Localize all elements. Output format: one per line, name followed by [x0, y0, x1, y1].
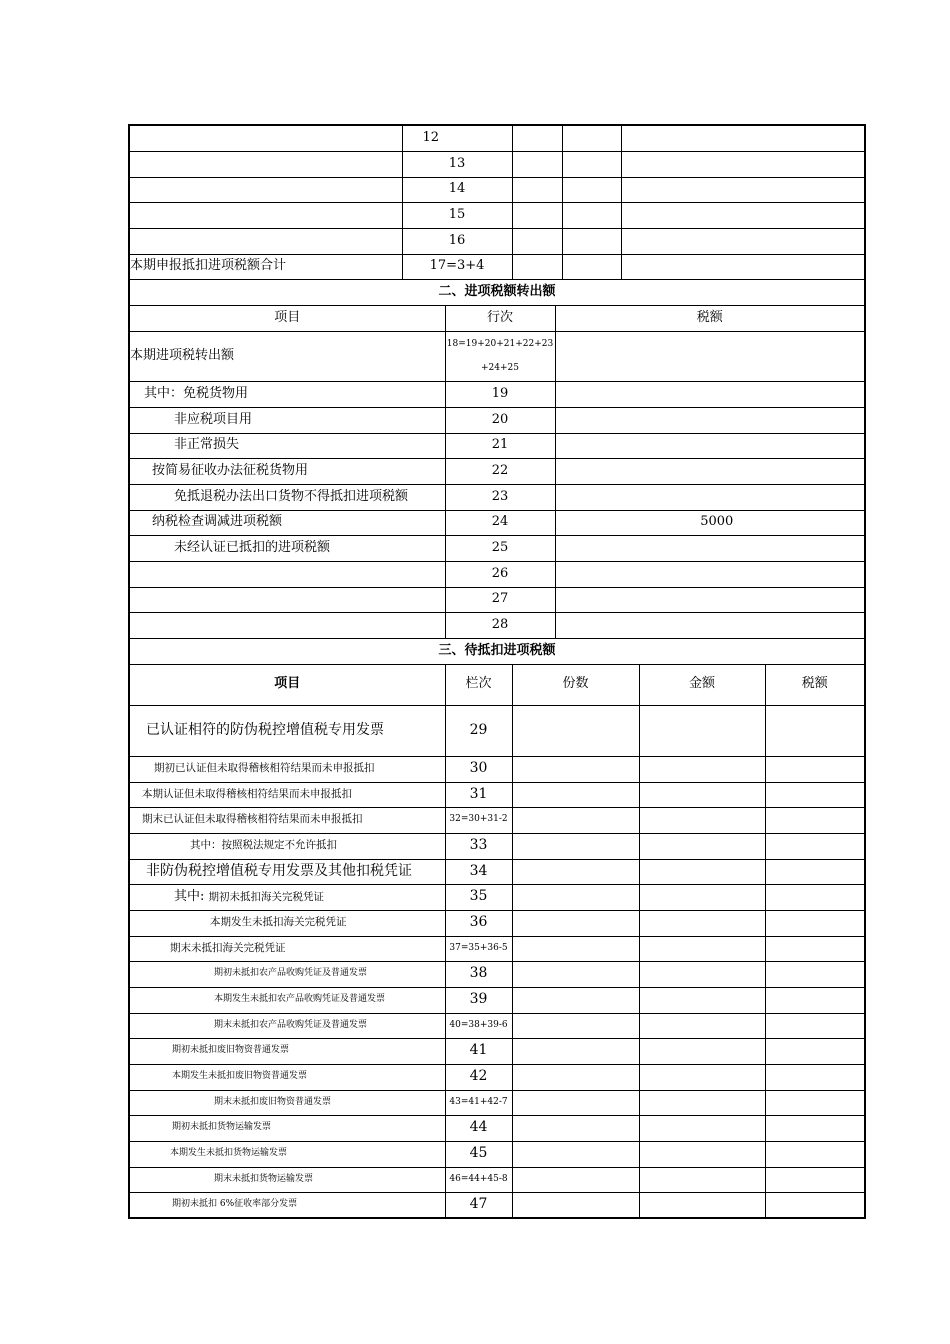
line-cell: 44	[445, 1115, 512, 1141]
table-row	[129, 1115, 865, 1141]
header-row	[129, 305, 865, 331]
tax-cell[interactable]	[555, 381, 865, 407]
line-cell	[445, 331, 555, 381]
tax-cell[interactable]	[765, 910, 865, 936]
section-title: 三、待抵扣进项税额	[129, 638, 865, 664]
column-header-count: 份数	[512, 664, 639, 705]
tax-cell[interactable]	[765, 961, 865, 987]
table-row	[129, 458, 865, 484]
count-cell[interactable]	[512, 859, 639, 884]
count-cell[interactable]	[512, 705, 639, 756]
tax-cell[interactable]	[765, 859, 865, 884]
item-prefix: 其中:	[174, 888, 205, 904]
amount-cell[interactable]	[639, 1090, 765, 1115]
line-cell: 37=35+36-5	[445, 936, 512, 961]
amount-cell[interactable]	[639, 910, 765, 936]
count-cell[interactable]	[512, 1115, 639, 1141]
item-cell: 免抵退税办法出口货物不得抵扣进项税额	[129, 484, 445, 510]
line-cell: 32=30+31-2	[445, 807, 512, 833]
item-text: 期初未抵扣海关完税凭证	[208, 890, 325, 903]
item-cell: 期初已认证但未取得稽核相符结果而未申报抵扣	[129, 756, 445, 782]
line-cell: 31	[445, 782, 512, 807]
table-row	[129, 331, 865, 381]
item-cell: 期末未抵扣海关完税凭证	[129, 936, 445, 961]
amount-cell[interactable]	[639, 884, 765, 910]
line-cell: 14	[402, 177, 512, 202]
tax-cell[interactable]	[765, 833, 865, 859]
line-formula-a: 18=19+20+21+22+23	[446, 339, 554, 349]
line-cell: 42	[445, 1064, 512, 1090]
item-cell: 其中：免税货物用	[129, 381, 445, 407]
amount-cell[interactable]	[639, 1192, 765, 1218]
column-header-item: 项目	[129, 305, 445, 331]
table-row	[129, 884, 865, 910]
table-row	[129, 433, 865, 458]
tax-cell[interactable]	[765, 1115, 865, 1141]
table-row	[129, 177, 865, 202]
item-cell: 本期申报抵扣进项税额合计	[129, 254, 402, 279]
item-cell	[129, 151, 402, 177]
table-row	[129, 381, 865, 407]
line-cell: 45	[445, 1141, 512, 1167]
item-cell: 本期进项税转出额	[129, 331, 445, 381]
item-cell: 纳税检查调减进项税额	[129, 510, 445, 535]
part1-table	[128, 124, 866, 280]
line-cell: 13	[402, 151, 512, 177]
tax-cell[interactable]	[765, 1141, 865, 1167]
amount-cell[interactable]	[639, 705, 765, 756]
section-title: 二、进项税额转出额	[129, 279, 865, 305]
line-cell: 46=44+45-8	[445, 1167, 512, 1192]
tax-cell[interactable]	[621, 202, 865, 228]
line-cell: 15	[402, 202, 512, 228]
line-cell: 36	[445, 910, 512, 936]
amount-cell[interactable]	[562, 177, 621, 202]
line-cell: 23	[445, 484, 555, 510]
tax-cell[interactable]	[621, 254, 865, 279]
amount-cell[interactable]	[639, 1141, 765, 1167]
tax-cell[interactable]	[555, 535, 865, 561]
line-cell: 25	[445, 535, 555, 561]
tax-cell[interactable]: 5000	[555, 510, 865, 535]
line-cell: 20	[445, 407, 555, 433]
count-cell[interactable]	[512, 961, 639, 987]
item-cell: 期初未抵扣农产品收购凭证及普通发票	[129, 961, 445, 987]
item-cell	[129, 202, 402, 228]
count-cell[interactable]	[512, 177, 562, 202]
amount-cell[interactable]	[639, 859, 765, 884]
item-cell	[129, 612, 445, 638]
count-cell[interactable]	[512, 936, 639, 961]
tax-cell[interactable]	[765, 987, 865, 1013]
item-cell: 期末未抵扣废旧物资普通发票	[129, 1090, 445, 1115]
item-cell: 非应税项目用	[129, 407, 445, 433]
item-cell: 期初未抵扣 6%征收率部分发票	[129, 1192, 445, 1218]
amount-cell[interactable]	[639, 987, 765, 1013]
count-cell[interactable]	[512, 782, 639, 807]
tax-cell[interactable]	[555, 561, 865, 587]
count-cell[interactable]	[512, 756, 639, 782]
table-row	[129, 756, 865, 782]
item-cell: 其中：按照税法规定不允许抵扣	[129, 833, 445, 859]
count-cell[interactable]	[512, 833, 639, 859]
column-header-tax: 税额	[765, 664, 865, 705]
table-row	[129, 151, 865, 177]
amount-cell[interactable]	[639, 1167, 765, 1192]
column-header-tax: 税额	[555, 305, 865, 331]
tax-cell[interactable]	[555, 484, 865, 510]
part2-table	[128, 279, 866, 639]
tax-cell[interactable]	[765, 1013, 865, 1038]
line-cell: 24	[445, 510, 555, 535]
item-cell: 已认证相符的防伪税控增值税专用发票	[129, 705, 445, 756]
count-cell[interactable]	[512, 125, 562, 151]
line-cell: 47	[445, 1192, 512, 1218]
line-formula-b: +24+25	[481, 363, 519, 373]
tax-return-sheet	[128, 124, 864, 1219]
table-row	[129, 807, 865, 833]
line-cell: 28	[445, 612, 555, 638]
tax-cell[interactable]	[621, 228, 865, 254]
table-row	[129, 987, 865, 1013]
amount-cell[interactable]	[639, 1038, 765, 1064]
tax-cell[interactable]	[555, 458, 865, 484]
line-cell: 29	[445, 705, 512, 756]
table-row	[129, 961, 865, 987]
line-cell: 21	[445, 433, 555, 458]
table-row	[129, 254, 865, 279]
line-cell: 27	[445, 587, 555, 612]
amount-cell[interactable]	[562, 254, 621, 279]
tax-cell[interactable]	[765, 705, 865, 756]
line-cell: 33	[445, 833, 512, 859]
tax-cell[interactable]	[765, 782, 865, 807]
count-cell[interactable]	[512, 1013, 639, 1038]
count-cell[interactable]	[512, 1167, 639, 1192]
line-cell: 39	[445, 987, 512, 1013]
tax-cell[interactable]	[621, 177, 865, 202]
item-cell: 非防伪税控增值税专用发票及其他扣税凭证	[129, 859, 445, 884]
count-cell[interactable]	[512, 202, 562, 228]
tax-cell[interactable]	[621, 151, 865, 177]
table-row	[129, 1192, 865, 1218]
line-cell: 40=38+39-6	[445, 1013, 512, 1038]
table-row	[129, 910, 865, 936]
amount-cell[interactable]	[562, 125, 621, 151]
amount-cell[interactable]	[639, 807, 765, 833]
tax-cell[interactable]	[765, 756, 865, 782]
amount-cell[interactable]	[562, 228, 621, 254]
count-cell[interactable]	[512, 884, 639, 910]
item-cell: 期初未抵扣废旧物资普通发票	[129, 1038, 445, 1064]
amount-cell[interactable]	[562, 202, 621, 228]
table-row	[129, 705, 865, 756]
tax-cell[interactable]	[765, 884, 865, 910]
column-header-item: 项目	[129, 664, 445, 705]
item-cell: 本期发生未抵扣海关完税凭证	[129, 910, 445, 936]
table-row	[129, 561, 865, 587]
item-cell	[129, 587, 445, 612]
table-row	[129, 612, 865, 638]
line-cell: 43=41+42-7	[445, 1090, 512, 1115]
column-header-amount: 金额	[639, 664, 765, 705]
count-cell[interactable]	[512, 151, 562, 177]
amount-cell[interactable]	[562, 151, 621, 177]
line-cell: 35	[445, 884, 512, 910]
table-row	[129, 510, 865, 535]
count-cell[interactable]	[512, 910, 639, 936]
item-cell: 本期发生未抵扣废旧物资普通发票	[129, 1064, 445, 1090]
line-cell: 26	[445, 561, 555, 587]
count-cell[interactable]	[512, 1064, 639, 1090]
tax-cell[interactable]	[765, 1192, 865, 1218]
tax-cell[interactable]	[621, 125, 865, 151]
amount-cell[interactable]	[639, 1064, 765, 1090]
count-cell[interactable]	[512, 254, 562, 279]
tax-cell[interactable]	[555, 612, 865, 638]
line-cell: 19	[445, 381, 555, 407]
item-cell: 期末已认证但未取得稽核相符结果而未申报抵扣	[129, 807, 445, 833]
table-row	[129, 833, 865, 859]
amount-cell[interactable]	[639, 961, 765, 987]
tax-cell[interactable]	[765, 1064, 865, 1090]
tax-cell[interactable]	[555, 587, 865, 612]
line-cell: 12	[402, 125, 512, 151]
item-cell: 期末未抵扣农产品收购凭证及普通发票	[129, 1013, 445, 1038]
tax-cell[interactable]	[765, 1167, 865, 1192]
item-cell	[129, 228, 402, 254]
line-cell: 22	[445, 458, 555, 484]
item-cell	[129, 125, 402, 151]
table-row	[129, 1090, 865, 1115]
tax-cell[interactable]	[765, 1038, 865, 1064]
amount-cell[interactable]	[639, 1115, 765, 1141]
table-row	[129, 125, 865, 151]
count-cell[interactable]	[512, 1038, 639, 1064]
count-cell[interactable]	[512, 1141, 639, 1167]
line-cell: 34	[445, 859, 512, 884]
item-cell: 本期发生未抵扣农产品收购凭证及普通发票	[129, 987, 445, 1013]
item-cell	[129, 884, 445, 910]
tax-cell[interactable]	[555, 331, 865, 381]
count-cell[interactable]	[512, 807, 639, 833]
part3-table	[128, 638, 866, 1220]
line-cell: 17=3+4	[402, 254, 512, 279]
table-row	[129, 587, 865, 612]
table-row	[129, 1064, 865, 1090]
item-cell	[129, 561, 445, 587]
tax-cell[interactable]	[555, 433, 865, 458]
item-cell: 期初未抵扣货物运输发票	[129, 1115, 445, 1141]
item-cell: 本期发生未抵扣货物运输发票	[129, 1141, 445, 1167]
line-cell: 16	[402, 228, 512, 254]
item-cell: 未经认证已抵扣的进项税额	[129, 535, 445, 561]
count-cell[interactable]	[512, 987, 639, 1013]
table-row	[129, 859, 865, 884]
table-row	[129, 782, 865, 807]
line-cell: 38	[445, 961, 512, 987]
column-header-line: 行次	[445, 305, 555, 331]
table-row	[129, 407, 865, 433]
line-cell: 41	[445, 1038, 512, 1064]
amount-cell[interactable]	[639, 782, 765, 807]
table-row	[129, 535, 865, 561]
count-cell[interactable]	[512, 1192, 639, 1218]
table-row	[129, 1167, 865, 1192]
table-row	[129, 484, 865, 510]
table-row	[129, 202, 865, 228]
amount-cell[interactable]	[639, 1013, 765, 1038]
item-cell: 非正常损失	[129, 433, 445, 458]
table-row	[129, 1038, 865, 1064]
amount-cell[interactable]	[639, 756, 765, 782]
table-row	[129, 1013, 865, 1038]
item-cell: 期末未抵扣货物运输发票	[129, 1167, 445, 1192]
tax-cell[interactable]	[555, 407, 865, 433]
column-header-line: 栏次	[445, 664, 512, 705]
line-cell: 30	[445, 756, 512, 782]
table-row	[129, 1141, 865, 1167]
count-cell[interactable]	[512, 1090, 639, 1115]
table-row	[129, 228, 865, 254]
header-row	[129, 664, 865, 705]
tax-cell[interactable]	[765, 1090, 865, 1115]
amount-cell[interactable]	[639, 936, 765, 961]
amount-cell[interactable]	[639, 833, 765, 859]
tax-cell[interactable]	[765, 807, 865, 833]
count-cell[interactable]	[512, 228, 562, 254]
table-row	[129, 936, 865, 961]
item-cell	[129, 177, 402, 202]
item-cell: 本期认证但未取得稽核相符结果而未申报抵扣	[129, 782, 445, 807]
tax-cell[interactable]	[765, 936, 865, 961]
item-cell: 按简易征收办法征税货物用	[129, 458, 445, 484]
